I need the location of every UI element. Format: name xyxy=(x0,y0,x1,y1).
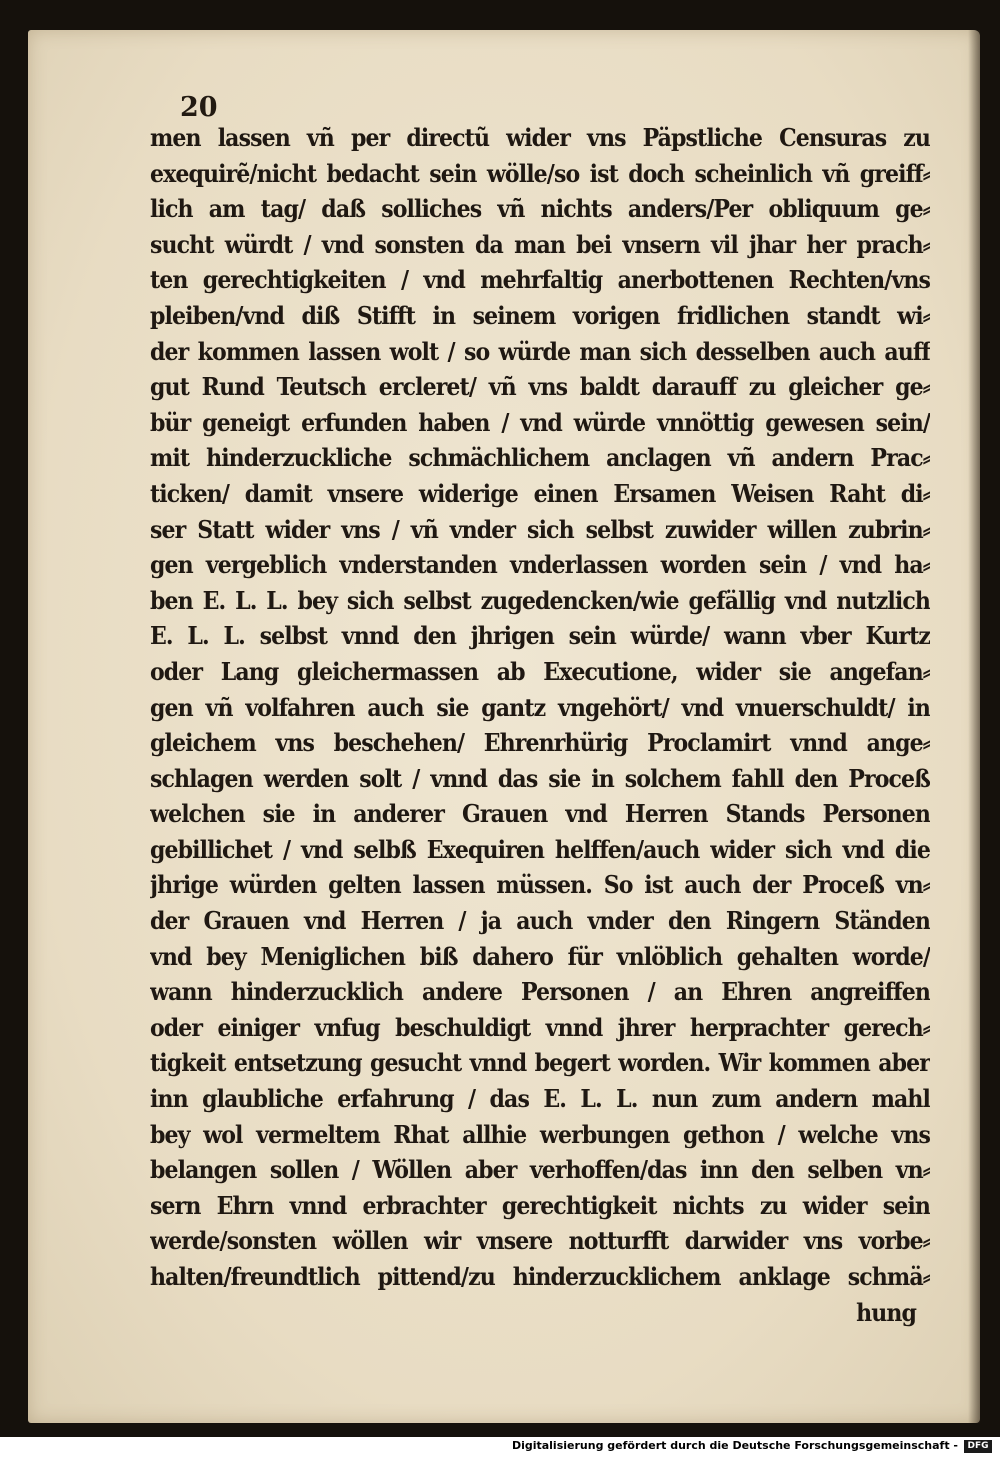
text-line: hung xyxy=(856,1297,916,1327)
funding-notice: Digitalisierung gefördert durch die Deutsche Forschungsgemeinschaft - xyxy=(511,1439,958,1452)
text-line: sucht würdt / vnd sonsten da man bei vnsern vil jhar her prach⸗ xyxy=(150,229,930,259)
dfg-logo: DFG xyxy=(964,1440,992,1453)
text-line: ben E. L. L. bey sich selbst zugedencken/wie gefällig vnd nutzlich xyxy=(150,585,930,615)
text-line: sern Ehrn vnnd erbrachter gerechtigkeit nichts zu wider sein xyxy=(150,1190,930,1220)
page-gutter-shadow xyxy=(968,30,980,1423)
text-line: gut Rund Teutsch ercleret/ vñ vns baldt darauff zu gleicher ge⸗ xyxy=(150,372,930,402)
text-line: mit hinderzuckliche schmächlichem anclagen vñ andern Prac⸗ xyxy=(150,443,930,473)
text-line: tigkeit entsetzung gesucht vnnd begert worden. Wir kommen aber xyxy=(150,1048,930,1078)
text-line: belangen sollen / Wöllen aber verhoffen/das inn den selben vn⸗ xyxy=(150,1155,930,1185)
text-line: ten gerechtigkeiten / vnd mehrfaltig anerbottenen Rechten/vns xyxy=(150,265,930,295)
text-line: gebillichet / vnd selbß Exequiren helffen/auch wider sich vnd die xyxy=(150,834,930,864)
text-line: inn glaubliche erfahrung / das E. L. L. nun zum andern mahl xyxy=(150,1084,930,1114)
text-line: der Grauen vnd Herren / ja auch vnder den Ringern Ständen xyxy=(150,906,930,936)
text-line: jhrige würden gelten lassen müssen. So ist auch der Proceß vn⸗ xyxy=(150,870,930,900)
text-line: oder Lang gleichermassen ab Executione, wider sie angefan⸗ xyxy=(150,656,930,686)
text-line: pleiben/vnd diß Stifft in seinem vorigen fridlichen standt wi⸗ xyxy=(150,300,930,330)
text-line: welchen sie in anderer Grauen vnd Herren Stands Personen xyxy=(150,799,930,829)
text-line: schlagen werden solt / vnnd das sie in solchem fahll den Proceß xyxy=(150,763,930,793)
text-line: bey wol vermeltem Rhat allhie werbungen gethon / welche vns xyxy=(150,1119,930,1149)
text-line: werde/sonsten wöllen wir vnsere notturfft darwider vns vorbe⸗ xyxy=(150,1226,930,1256)
text-line: gleichem vns beschehen/ Ehrenrhürig Proclamirt vnnd ange⸗ xyxy=(150,728,930,758)
text-line: ticken/ damit vnsere widerige einen Ersamen Weisen Raht di⸗ xyxy=(150,478,930,508)
text-line: men lassen vñ per directũ wider vns Päpstliche Censuras zu xyxy=(150,123,930,152)
text-line: exequirẽ/nicht bedacht sein wölle/so ist doch scheinlich vñ greiff⸗ xyxy=(150,158,930,188)
text-line: halten/freundtlich pittend/zu hinderzucklichem anklage schmä⸗ xyxy=(150,1262,930,1291)
text-line: gen vergeblich vnderstanden vnderlassen worden sein / vnd ha⸗ xyxy=(150,550,930,580)
text-line: bür geneigt erfunden haben / vnd würde vnnöttig gewesen sein/ xyxy=(150,407,930,437)
text-line: lich am tag/ daß solliches vñ nichts anders/Per obliquum ge⸗ xyxy=(150,194,930,224)
text-line: oder einiger vnfug beschuldigt vnnd jhrer herprachter gerech⸗ xyxy=(150,1012,930,1042)
text-line: gen vñ volfahren auch sie gantz vngehört/ vnd vnuerschuldt/ in xyxy=(150,692,930,722)
text-line: der kommen lassen wolt / so würde man sich desselben auch auff xyxy=(150,336,930,366)
text-line: vnd bey Meniglichen biß dahero für vnlöblich gehalten worde/ xyxy=(150,941,930,971)
text-line: ser Statt wider vns / vñ vnder sich selbst zuwider willen zubrin⸗ xyxy=(150,514,930,544)
footer-bar xyxy=(0,1437,1000,1457)
text-line: wann hinderzucklich andere Personen / an Ehren angreiffen xyxy=(150,977,930,1007)
body-text xyxy=(150,120,930,1330)
text-line: E. L. L. selbst vnnd den jhrigen sein würde/ wann vber Kurtz xyxy=(150,621,930,651)
page-number: 20 xyxy=(180,92,218,123)
